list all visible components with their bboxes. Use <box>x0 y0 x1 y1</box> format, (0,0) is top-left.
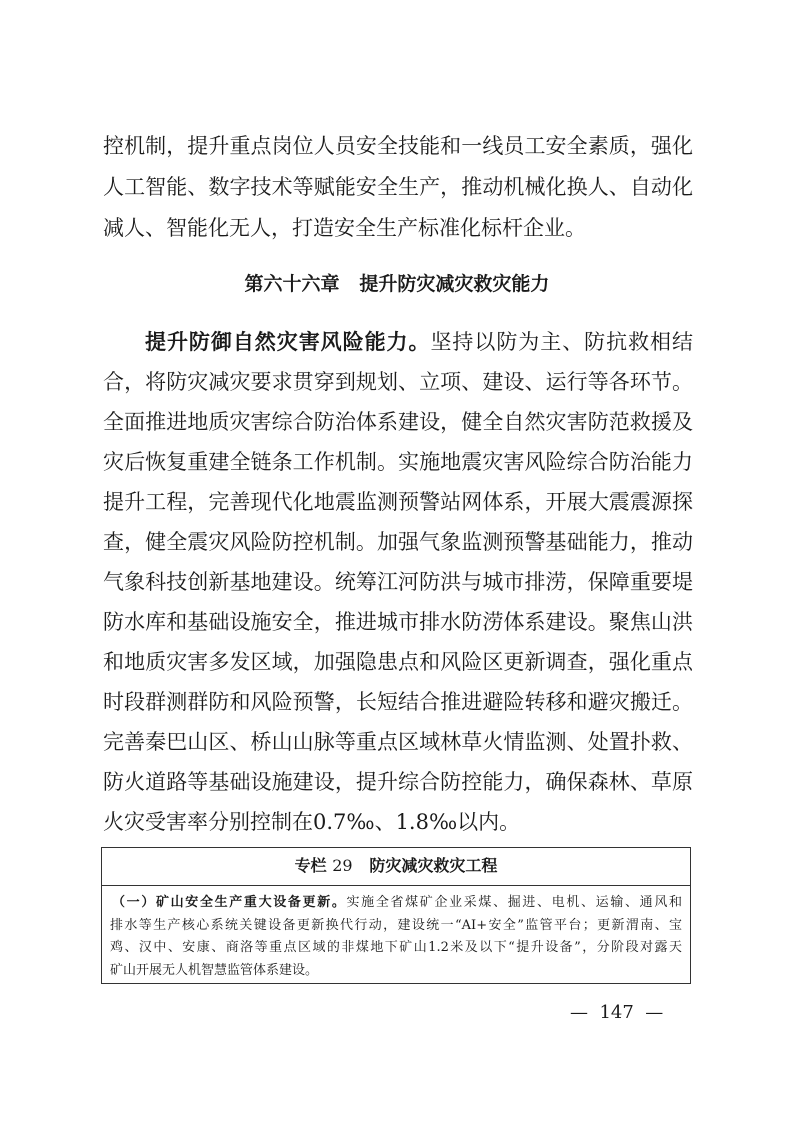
column-box-title <box>102 848 690 886</box>
chapter-number: 第六十六章 <box>244 273 340 295</box>
column-label: 专栏 <box>294 856 327 875</box>
column-text: 实施全省煤矿企业采煤、掘进、电机、运输、通风和 <box>346 895 682 910</box>
body-text-line: 和地质灾害多发区域，加强隐患点和风险区更新调查，强化重点 <box>103 650 693 674</box>
dash-left: — <box>570 1002 588 1023</box>
body-text-line: 全面推进地质灾害综合防治体系建设，健全自然灾害防范救援及 <box>103 410 693 434</box>
page-number <box>570 1002 690 1023</box>
body-text-line: 合，将防灾减灾要求贯穿到规划、立项、建设、运行等各环节。 <box>103 370 693 394</box>
page-number-value: 147 <box>599 1002 634 1023</box>
column-text-line: 矿山开展无人机智慧监管体系建设。 <box>110 962 319 978</box>
body-text-line: 气象科技创新基地建设。统筹江河防洪与城市排涝，保障重要堤 <box>103 570 693 594</box>
body-text-line: 防水库和基础设施安全，推进城市排水防涝体系建设。聚焦山洪 <box>103 610 693 634</box>
column-number: 29 <box>332 856 353 875</box>
paragraph-first-line <box>145 328 693 356</box>
body-text-line: 提升工程，完善现代化地震监测预警站网体系，开展大震震源探 <box>103 490 693 514</box>
paragraph-text: 坚持以防为主、防抗救相结 <box>430 330 694 354</box>
chapter-title: 提升防灾减灾救灾能力 <box>359 273 550 295</box>
body-text-line: 控机制，提升重点岗位人员安全技能和一线员工安全素质，强化 <box>103 134 693 158</box>
body-text-line: 完善秦巴山区、桥山山脉等重点区域林草火情监测、处置扑救、 <box>103 730 693 754</box>
body-text-line: 减人、智能化无人，打造安全生产标准化标杆企业。 <box>103 216 586 240</box>
column-text-line: 鸡、汉中、安康、商洛等重点区域的非煤地下矿山1.2米及以下“提升设备”，分阶段对露天 <box>110 940 682 955</box>
dash-right: — <box>645 1002 664 1023</box>
column-box <box>101 847 691 984</box>
column-text-line: 排水等生产核心系统关键设备更新换代行动，建设统一“AI+安全”监管平台；更新渭南、宝 <box>110 917 682 933</box>
body-text-line: 火灾受害率分别控制在0.7‰、1.8‰以内。 <box>103 810 521 834</box>
column-text-line <box>110 892 682 915</box>
body-text-line: 灾后恢复重建全链条工作机制。实施地震灾害风险综合防治能力 <box>103 450 693 474</box>
body-text-line: 人工智能、数字技术等赋能安全生产，推动机械化换人、自动化 <box>103 175 693 199</box>
chapter-heading <box>0 270 794 298</box>
column-box-body <box>102 886 690 982</box>
body-text-line: 时段群测群防和风险预警，长短结合推进避险转移和避灾搬迁。 <box>103 690 693 714</box>
paragraph-lead: 提升防御自然灾害风险能力。 <box>145 330 431 354</box>
column-item-heading: （一）矿山安全生产重大设备更新。 <box>112 895 347 910</box>
body-text-line: 防火道路等基础设施建设，提升综合防控能力，确保森林、草原 <box>103 770 693 794</box>
column-title: 防灾减灾救灾工程 <box>369 856 498 875</box>
body-text-line: 查，健全震灾风险防控机制。加强气象监测预警基础能力，推动 <box>103 530 693 554</box>
